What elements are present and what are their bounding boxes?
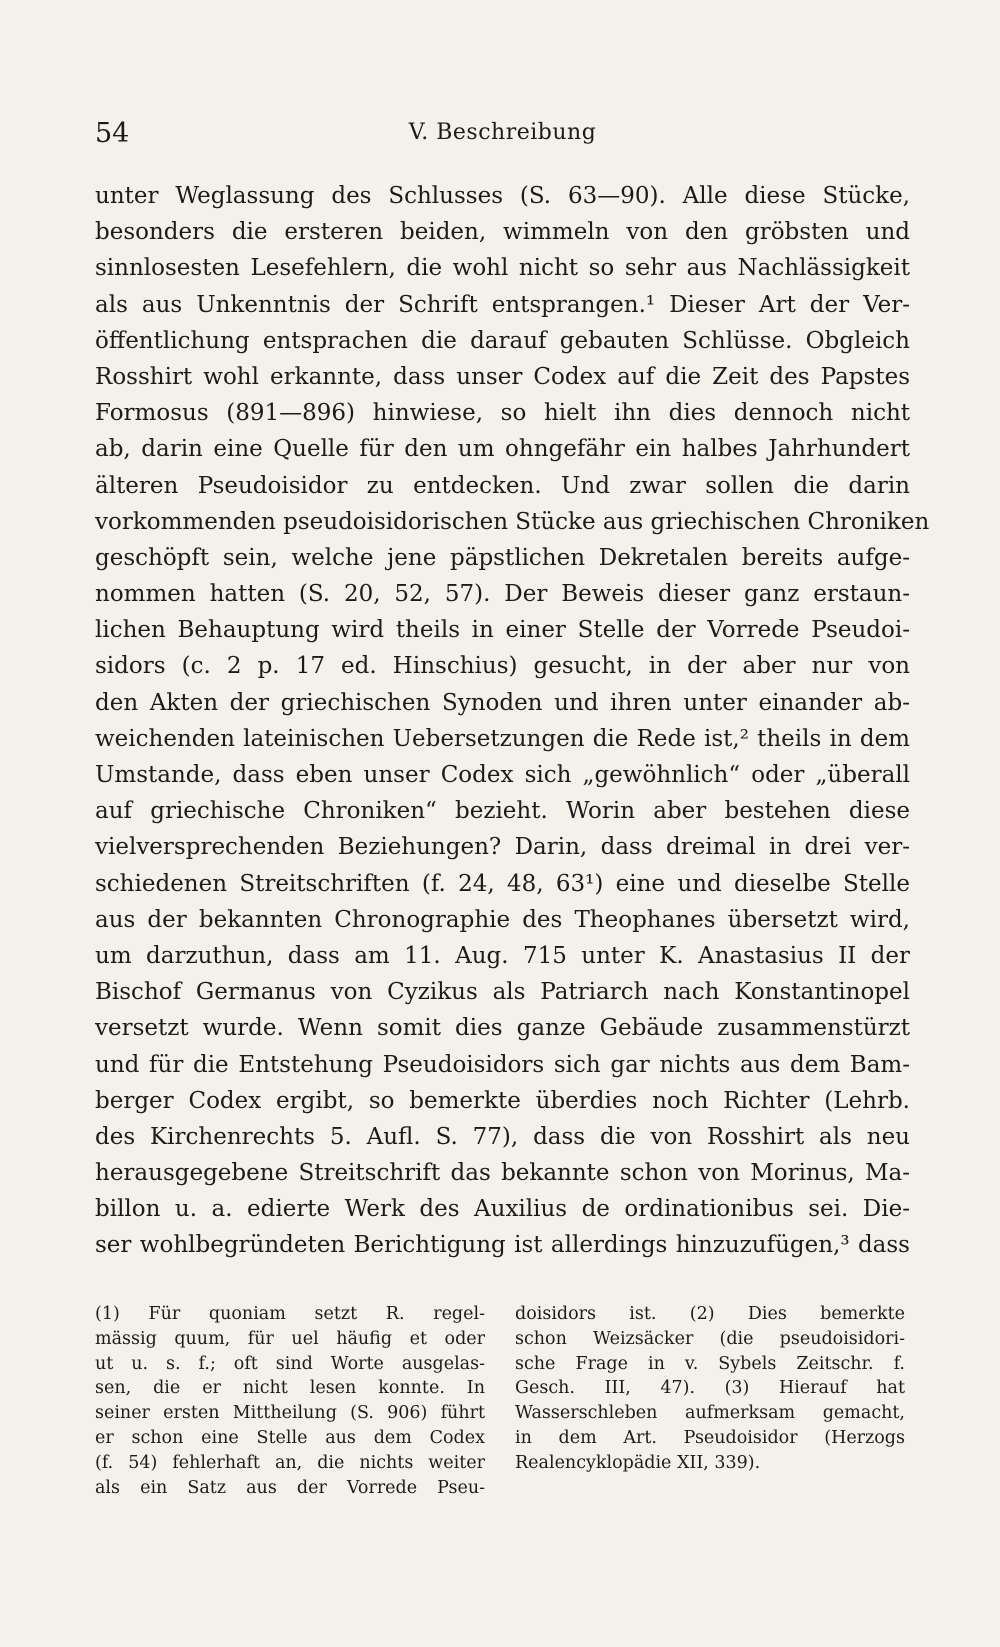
footnote-line: (1) Für quoniam setzt R. regel- <box>95 1304 485 1324</box>
text-line: Bischof Germanus von Cyzikus als Patriarch nach Konstantinopel <box>95 979 910 1006</box>
text-line: schiedenen Streitschriften (f. 24, 48, 63¹) eine und dieselbe Stelle <box>95 870 910 897</box>
text-line: ser wohlbegründeten Berichtigung ist allerdings hinzuzufügen,³ dass <box>95 1232 910 1259</box>
page-number: 54 <box>95 118 130 149</box>
text-line: berger Codex ergibt, so bemerkte überdies noch Richter (Lehrb. <box>95 1087 910 1114</box>
footnote-line: Realencyklopädie XII, 339). <box>515 1452 761 1473</box>
text-line: auf griechische Chroniken“ bezieht. Worin aber bestehen diese <box>95 798 910 825</box>
text-line: als aus Unkenntnis der Schrift entsprangen.¹ Dieser Art der Ver- <box>95 291 910 318</box>
text-line: unter Weglassung des Schlusses (S. 63—90). Alle diese Stücke, <box>95 183 910 209</box>
text-line: weichenden lateinischen Uebersetzungen die Rede ist,² theils in dem <box>95 725 910 752</box>
text-line: herausgegebene Streitschrift das bekannte schon von Morinus, Ma- <box>95 1160 910 1187</box>
text-line: vielversprechenden Beziehungen? Darin, dass dreimal in drei ver- <box>95 834 910 861</box>
body-text <box>95 178 930 1264</box>
text-line: um darzuthun, dass am 11. Aug. 715 unter K. Anastasius II der <box>95 942 910 969</box>
text-line: Rosshirt wohl erkannte, dass unser Codex auf die Zeit des Papstes <box>95 363 910 390</box>
running-title: V. Beschreibung <box>408 120 597 145</box>
footnote-line: sche Frage in v. Sybels Zeitschr. f. <box>515 1353 905 1374</box>
text-line: ab, darin eine Quelle für den um ohngefähr ein halbes Jahrhundert <box>95 436 910 463</box>
footnote-line: schon Weizsäcker (die pseudoisidori- <box>515 1328 905 1349</box>
footnote-line: Wasserschleben aufmerksam gemacht, <box>515 1403 905 1424</box>
text-line: Formosus (891—896) hinwiese, so hielt ihn dies dennoch nicht <box>95 400 910 427</box>
text-line: sidors (c. 2 p. 17 ed. Hinschius) gesucht, in der aber nur von <box>95 653 910 680</box>
text-line: des Kirchenrechts 5. Aufl. S. 77), dass die von Rosshirt als neu <box>95 1123 910 1150</box>
footnote-line: sen, die er nicht lesen konnte. In <box>95 1378 485 1399</box>
footnote-line: doisidors ist. (2) Dies bemerkte <box>515 1304 905 1324</box>
footnote-line: als ein Satz aus der Vorrede Pseu- <box>95 1477 485 1498</box>
text-line: lichen Behauptung wird theils in einer Stelle der Vorrede Pseudoi- <box>95 617 910 644</box>
page-header <box>95 118 910 152</box>
text-line: sinnlosesten Lesefehlern, die wohl nicht so sehr aus Nachlässigkeit <box>95 255 910 282</box>
footnotes-right-column <box>515 1302 905 1476</box>
footnote-line: seiner ersten Mittheilung (S. 906) führt <box>95 1403 485 1424</box>
text-line: älteren Pseudoisidor zu entdecken. Und zwar sollen die darin <box>95 472 910 499</box>
text-line: besonders die ersteren beiden, wimmeln von den gröbsten und <box>95 219 910 246</box>
footnote-line: ut u. s. f.; oft sind Worte ausgelas- <box>95 1353 485 1374</box>
footnotes-left-column <box>95 1302 485 1500</box>
text-line: geschöpft sein, welche jene päpstlichen Dekretalen bereits aufge- <box>95 544 910 571</box>
text-line: und für die Entstehung Pseudoisidors sich gar nichts aus dem Bam- <box>95 1051 910 1078</box>
text-line: aus der bekannten Chronographie des Theophanes übersetzt wird, <box>95 906 910 933</box>
footnote-line: (f. 54) fehlerhaft an, die nichts weiter <box>95 1452 485 1473</box>
text-line: versetzt wurde. Wenn somit dies ganze Gebäude zusammenstürzt <box>95 1015 910 1042</box>
footnote-line: in dem Art. Pseudoisidor (Herzogs <box>515 1427 905 1448</box>
text-line: öffentlichung entsprachen die darauf gebauten Schlüsse. Obgleich <box>95 327 910 354</box>
footnote-line: mässig quum, für uel häufig et oder <box>95 1328 485 1349</box>
footnote-line: Gesch. III, 47). (3) Hierauf hat <box>515 1378 905 1399</box>
text-line: Umstande, dass eben unser Codex sich „gewöhnlich“ oder „überall <box>95 762 910 788</box>
text-line: billon u. a. edierte Werk des Auxilius de ordinationibus sei. Die- <box>95 1196 910 1223</box>
text-line: vorkommenden pseudoisidorischen Stücke aus griechischen Chroniken <box>95 508 930 535</box>
footnote-line: er schon eine Stelle aus dem Codex <box>95 1427 485 1448</box>
text-line: den Akten der griechischen Synoden und ihren unter einander ab- <box>95 689 910 716</box>
text-line: nommen hatten (S. 20, 52, 57). Der Beweis dieser ganz erstaun- <box>95 581 910 608</box>
